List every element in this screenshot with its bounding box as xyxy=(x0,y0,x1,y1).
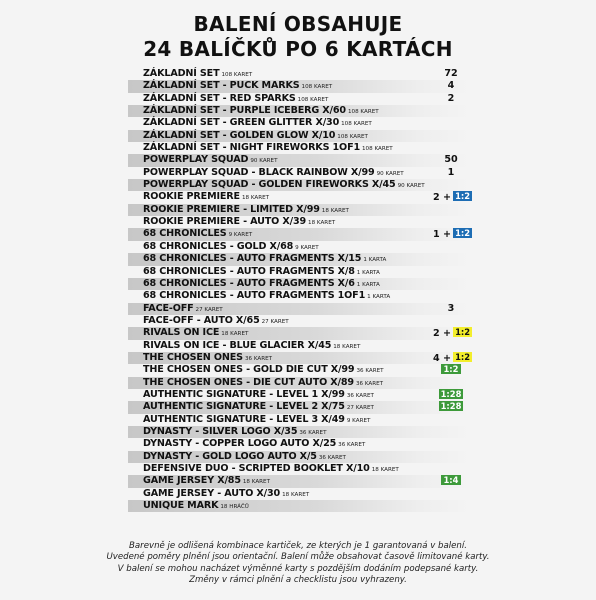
card-count: 18 KARET xyxy=(321,207,349,214)
card-set-title: AUTHENTIC SIGNATURE - LEVEL 1 X/99 xyxy=(143,388,345,400)
card-set-title: RIVALS ON ICE - BLUE GLACIER X/45 xyxy=(143,339,332,351)
footer-note-line: Uvedené poměry plnění jsou orientační. Balení může obsahovat časově limitované karty. xyxy=(106,552,490,563)
card-set-name xyxy=(143,401,374,414)
card-set-title: 68 CHRONICLES - AUTO FRAGMENTS X/15 xyxy=(143,253,362,265)
table-row xyxy=(128,105,470,117)
card-set-title: DYNASTY - SILVER LOGO X/35 xyxy=(143,425,298,437)
card-set-title: ZÁKLADNÍ SET - GREEN GLITTER X/30 xyxy=(143,117,340,129)
quantity-value: 2 + xyxy=(433,328,452,340)
card-count: 36 KARET xyxy=(338,442,366,449)
ratio-badge: 1:2 xyxy=(455,191,471,202)
quantity-value: 50 xyxy=(444,154,458,166)
card-set-name xyxy=(143,377,383,390)
card-set-title: FACE-OFF xyxy=(143,302,194,314)
ratio-badge: 1:2 xyxy=(443,364,459,375)
card-set-title: AUTHENTIC SIGNATURE - LEVEL 2 X/75 xyxy=(143,401,345,413)
quantity-value: 72 xyxy=(444,68,458,79)
card-set-name xyxy=(143,290,390,303)
table-row xyxy=(128,377,470,389)
card-set-title: DEFENSIVE DUO - SCRIPTED BOOKLET X/10 xyxy=(143,463,370,474)
card-count: 18 KARET xyxy=(242,479,270,486)
card-set-title: DYNASTY - COPPER LOGO AUTO X/25 xyxy=(143,438,337,450)
pack-quantity xyxy=(433,80,469,92)
card-count: 18 KARET xyxy=(241,195,270,202)
card-set-name xyxy=(143,216,335,229)
card-count: 18 KARET xyxy=(371,467,399,473)
card-set-title: 68 CHRONICLES xyxy=(143,228,227,240)
card-set-name xyxy=(143,315,289,328)
card-set-title: ZÁKLADNÍ SET xyxy=(143,68,220,79)
quantity-value: 2 + xyxy=(433,192,452,204)
card-set-title: GAME JERSEY - AUTO X/30 xyxy=(143,487,281,499)
card-set-title: DYNASTY - GOLD LOGO AUTO X/5 xyxy=(143,450,317,462)
card-set-title: ZÁKLADNÍ SET - PURPLE ICEBERG X/60 xyxy=(143,105,346,117)
card-set-name xyxy=(143,253,386,266)
table-row xyxy=(128,130,470,142)
quantity-value: 3 xyxy=(447,302,455,314)
pack-quantity xyxy=(433,475,469,488)
table-row xyxy=(128,303,470,315)
pack-quantity xyxy=(433,352,469,365)
card-set-title: 68 CHRONICLES - GOLD X/68 xyxy=(143,240,294,252)
footer-notes xyxy=(0,541,596,586)
table-row xyxy=(128,364,470,376)
table-row xyxy=(128,315,470,327)
table-row xyxy=(128,475,470,487)
table-row xyxy=(128,463,470,475)
card-count: 27 KARET xyxy=(261,318,289,325)
table-row xyxy=(128,68,470,80)
card-set-name xyxy=(143,426,327,439)
card-set-title: POWERPLAY SQUAD - GOLDEN FIREWORKS X/45 xyxy=(143,179,396,191)
ratio-badge: 1:28 xyxy=(440,388,462,399)
table-row xyxy=(128,352,470,364)
ratio-badge: 1:2 xyxy=(455,228,471,239)
quantity-value: 2 xyxy=(447,92,455,104)
card-count: 108 KARET xyxy=(362,146,393,153)
card-set-title: RIVALS ON ICE xyxy=(143,327,220,339)
card-set-title: POWERPLAY SQUAD - BLACK RAINBOW X/99 xyxy=(143,166,375,178)
pack-quantity xyxy=(433,364,469,377)
table-row xyxy=(128,204,470,216)
table-row xyxy=(128,191,470,203)
page-title-line-2: 24 BALÍČKŮ PO 6 KARTÁCH xyxy=(143,37,453,61)
table-row xyxy=(128,216,470,228)
table-row xyxy=(128,438,470,450)
card-set-title: FACE-OFF - AUTO X/65 xyxy=(143,314,260,326)
table-row xyxy=(128,179,470,191)
card-count: 36 KARET xyxy=(299,429,327,436)
footer-note-line: Změny v rámci plnění a checklistu jsou vyhrazeny. xyxy=(189,574,407,585)
card-count: 1 KARTA xyxy=(363,257,387,264)
card-set-name xyxy=(143,117,372,130)
ratio-badge: 1:2 xyxy=(455,351,471,362)
table-row xyxy=(128,154,470,166)
card-count: 90 KARET xyxy=(376,170,404,177)
card-count: 18 KARET xyxy=(282,491,310,498)
card-count: 90 KARET xyxy=(250,158,278,165)
card-set-name xyxy=(143,154,278,167)
card-count: 1 KARTA xyxy=(356,269,380,276)
card-set-name xyxy=(143,389,374,402)
card-set-title: THE CHOSEN ONES xyxy=(143,351,243,363)
card-set-title: ROOKIE PREMIERE - AUTO X/39 xyxy=(143,216,307,228)
card-count: 36 KARET xyxy=(244,355,273,362)
table-row xyxy=(128,401,470,413)
page-title-line-1: BALENÍ OBSAHUJE xyxy=(193,12,403,36)
table-row xyxy=(128,290,470,302)
table-row xyxy=(128,142,470,154)
card-count: 90 KARET xyxy=(397,183,425,190)
pack-quantity xyxy=(433,93,469,105)
card-set-title: ROOKIE PREMIERE xyxy=(143,191,240,203)
card-count: 108 KARET xyxy=(337,133,368,140)
card-count: 108 KARET xyxy=(301,84,333,91)
card-set-name xyxy=(143,179,425,192)
table-row xyxy=(128,500,470,512)
table-row xyxy=(128,80,470,92)
pack-quantity xyxy=(433,228,469,241)
card-count: 36 KARET xyxy=(318,454,346,461)
pack-quantity xyxy=(433,303,469,315)
card-count: 1 KARTA xyxy=(367,294,391,301)
card-count: 9 KARET xyxy=(346,417,371,424)
footer-note-line: V balení se mohou nacházet výměnné karty s pozdějším dodáním podepsané karty. xyxy=(117,563,479,574)
card-set-name xyxy=(143,228,252,241)
card-count: 9 KARET xyxy=(295,244,319,251)
card-count: 27 KARET xyxy=(195,306,223,313)
quantity-value: 1 xyxy=(447,166,455,178)
quantity-value: 4 + xyxy=(433,352,452,364)
table-row xyxy=(128,228,470,240)
card-set-name xyxy=(143,463,399,476)
card-set-name xyxy=(143,414,370,427)
table-row xyxy=(128,241,470,253)
card-set-title: THE CHOSEN ONES - DIE CUT AUTO X/89 xyxy=(143,376,354,388)
card-count: 18 KARET xyxy=(308,220,336,227)
card-set-name xyxy=(143,438,365,451)
card-set-title: GAME JERSEY X/85 xyxy=(143,475,241,487)
card-count: 108 KARET xyxy=(221,72,253,78)
card-count: 27 KARET xyxy=(346,405,374,412)
card-set-title: UNIQUE MARK xyxy=(143,500,219,512)
card-set-name xyxy=(143,241,319,254)
table-row xyxy=(128,426,470,438)
card-set-title: ZÁKLADNÍ SET - PUCK MARKS xyxy=(143,80,300,92)
pack-quantity xyxy=(433,327,469,340)
card-set-title: ZÁKLADNÍ SET - RED SPARKS xyxy=(143,92,296,104)
ratio-badge: 1:2 xyxy=(455,327,471,338)
table-row xyxy=(128,93,470,105)
card-count: 36 KARET xyxy=(346,392,374,399)
table-row xyxy=(128,327,470,339)
pack-contents-table xyxy=(128,68,470,512)
table-row xyxy=(128,414,470,426)
card-set-name xyxy=(143,488,309,501)
pack-quantity xyxy=(433,401,469,414)
card-set-name xyxy=(143,266,380,279)
pack-quantity xyxy=(433,68,469,80)
card-set-title: 68 CHRONICLES - AUTO FRAGMENTS X/6 xyxy=(143,277,355,289)
card-count: 36 KARET xyxy=(355,380,384,387)
table-row xyxy=(128,278,470,290)
card-set-title: 68 CHRONICLES - AUTO FRAGMENTS X/8 xyxy=(143,265,355,277)
card-count: 108 KARET xyxy=(297,96,329,103)
table-row xyxy=(128,488,470,500)
card-set-name xyxy=(143,204,349,217)
card-count: 9 KARET xyxy=(228,232,253,239)
card-set-name xyxy=(143,500,249,513)
pack-quantity xyxy=(433,154,469,166)
pack-quantity xyxy=(433,191,469,204)
table-row xyxy=(128,266,470,278)
card-set-name xyxy=(143,191,269,204)
card-count: 18 KARET xyxy=(221,331,249,338)
quantity-value: 1 + xyxy=(433,229,452,241)
card-set-name xyxy=(143,303,223,316)
card-count: 18 HRÁČŮ xyxy=(220,504,249,511)
ratio-badge: 1:4 xyxy=(443,475,459,486)
card-set-title: THE CHOSEN ONES - GOLD DIE CUT X/99 xyxy=(143,364,355,376)
card-set-name xyxy=(143,451,346,464)
card-set-name xyxy=(143,340,360,353)
table-row xyxy=(128,389,470,401)
footer-note-line: Barevně je odlišená kombinace kartiček, ze kterých je 1 garantovaná v balení. xyxy=(129,541,467,551)
table-row xyxy=(128,340,470,352)
card-set-name xyxy=(143,475,270,488)
card-set-title: 68 CHRONICLES - AUTO FRAGMENTS 1OF1 xyxy=(143,290,366,302)
card-set-title: POWERPLAY SQUAD xyxy=(143,154,249,166)
card-set-name xyxy=(143,278,380,291)
ratio-badge: 1:28 xyxy=(440,401,462,412)
card-set-title: ROOKIE PREMIERE - LIMITED X/99 xyxy=(143,203,320,215)
card-set-name xyxy=(143,167,404,180)
card-count: 18 KARET xyxy=(333,343,361,350)
table-row xyxy=(128,117,470,129)
pack-quantity xyxy=(433,167,469,179)
card-set-title: AUTHENTIC SIGNATURE - LEVEL 3 X/49 xyxy=(143,413,345,425)
table-row xyxy=(128,451,470,463)
card-set-name xyxy=(143,364,384,377)
card-set-name xyxy=(143,142,393,155)
card-set-name xyxy=(143,80,332,93)
table-row xyxy=(128,167,470,179)
table-row xyxy=(128,253,470,265)
card-set-title: ZÁKLADNÍ SET - NIGHT FIREWORKS 1OF1 xyxy=(143,142,360,154)
card-set-name xyxy=(143,327,248,340)
card-set-title: ZÁKLADNÍ SET - GOLDEN GLOW X/10 xyxy=(143,129,336,141)
card-set-name xyxy=(143,352,272,365)
quantity-value: 4 xyxy=(447,80,455,92)
card-count: 108 KARET xyxy=(341,121,372,128)
pack-quantity xyxy=(433,389,469,402)
card-count: 36 KARET xyxy=(356,368,384,375)
card-count: 108 KARET xyxy=(347,109,379,116)
card-count: 1 KARTA xyxy=(356,281,380,288)
